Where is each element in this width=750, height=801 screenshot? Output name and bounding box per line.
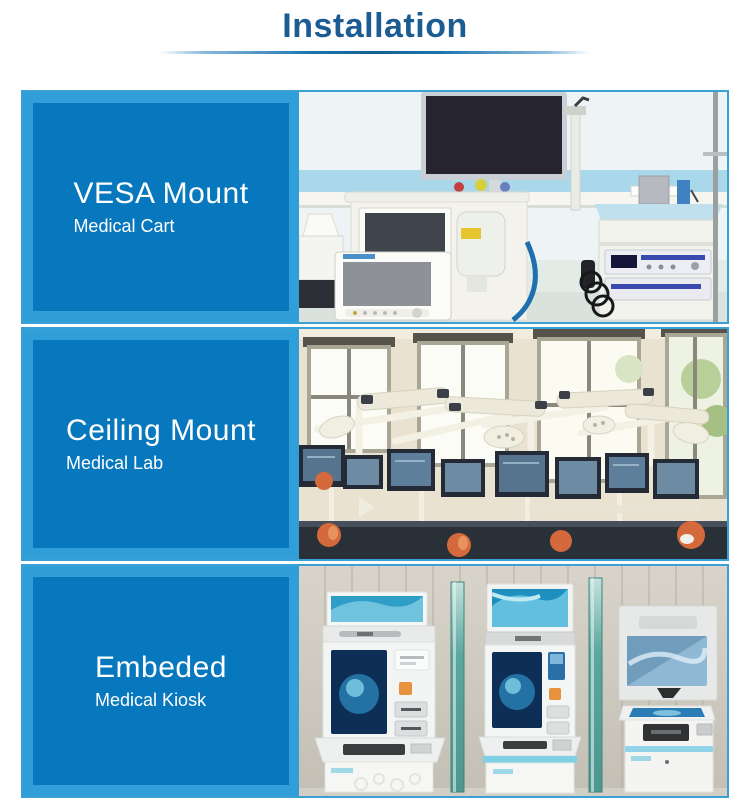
row-vesa-mount-label-panel <box>23 92 299 322</box>
medical-kiosks-illustration <box>299 566 727 796</box>
row-subtitle: Medical Kiosk <box>95 689 207 710</box>
row-subtitle: Medical Lab <box>66 452 164 473</box>
kiosk-left <box>315 592 445 792</box>
row-title: VESA Mount <box>73 176 249 210</box>
row-title: Ceiling Mount <box>66 413 256 447</box>
medical-cart-room-illustration <box>299 92 727 322</box>
glass-divider <box>589 578 602 792</box>
patient-monitor <box>335 252 451 320</box>
row-vesa-mount-label-box <box>33 103 289 311</box>
glass-divider <box>451 582 464 792</box>
installation-rows <box>0 90 750 798</box>
medical-lab-illustration <box>299 329 727 559</box>
row-ceiling-mount <box>21 327 729 561</box>
kiosk-center <box>479 584 581 793</box>
medical-lab-photo <box>299 329 727 559</box>
row-subtitle: Medical Cart <box>73 215 175 236</box>
row-embeded-label-box <box>33 577 289 785</box>
row-embeded-label-panel <box>23 566 299 796</box>
page-title: Installation <box>282 7 468 45</box>
row-ceiling-mount-label-box <box>33 340 289 548</box>
row-vesa-mount <box>21 90 729 324</box>
row-ceiling-mount-label-panel <box>23 329 299 559</box>
medical-cart-room-photo <box>299 92 727 322</box>
medical-kiosks-photo <box>299 566 727 796</box>
row-embeded <box>21 564 729 798</box>
header <box>0 0 750 54</box>
row-title: Embeded <box>95 650 227 684</box>
kiosk-right <box>619 606 717 792</box>
title-underline <box>160 51 590 54</box>
